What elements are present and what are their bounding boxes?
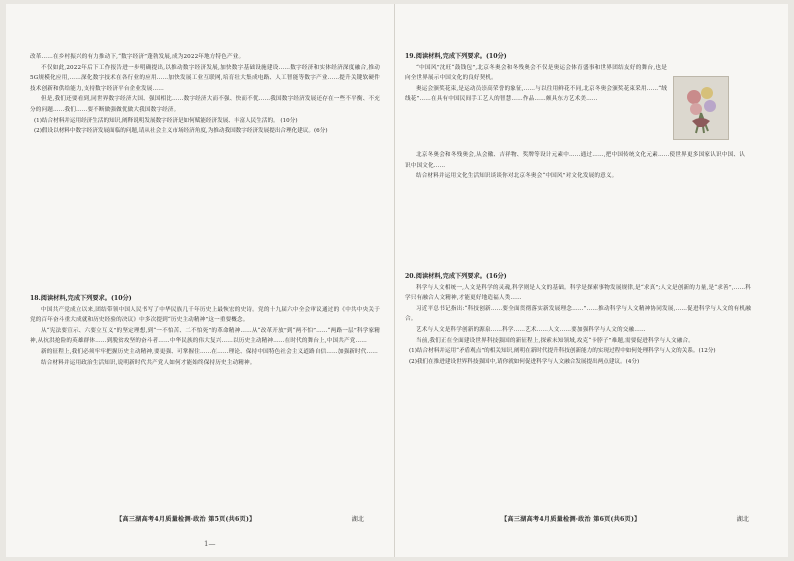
scanned-exam-sheet <box>6 4 788 557</box>
q20-sub-question-2: (2)我们在推进建设世界科技强国中,请你就如何促进科学与人文融合发展提出两点建议。(4分) <box>409 358 640 365</box>
left-footer <box>16 512 376 528</box>
q18-prompt: 结合材料并运用政治生活知识,说明新时代共产党人如何才能始终保持历史主动精神。 <box>41 359 256 366</box>
q20-para-1: 科学与人文相统一,人文是科学的灵魂,科学则是人文的基础。科学是探索事物发展规律,是“求真”;人文是创新的力量,是“求善”,……科学只有融合人文精神,才能更好地造福人类…… <box>405 284 751 302</box>
q20-para-2: 习近平总书记指出:“科技创新……要全面贯彻落实新发展理念……”……推动科学与人文精神协同发展,……促进科学与人文的有机融合。 <box>405 305 751 323</box>
q18-block <box>30 294 380 368</box>
q19-block <box>405 52 667 105</box>
q18-para-1: 中国共产党成立以来,团结带领中国人民书写了中华民族几千年历史上最恢宏的史诗。党的十九届六中全会审议通过的《中共中央关于党的百年奋斗重大成就和历史经验的决议》中多次提到“历史主动精神”这一重要概念。 <box>30 306 380 324</box>
flower-bouquet-icon <box>674 77 728 139</box>
q18-para-2: 从“宪法要宣示、六要立互义”的坚定理想,到“一不怕苦、二不怕死”的革命精神……从“改革开放”到“两不怕”……“两路一层”科学家精神,从抗洪抢险的英雄群体……到脱贫攻坚的奋斗者……中华民族的伟大复兴……以历史主动精神……在时代的舞台上,中国共产党…… <box>30 327 380 345</box>
q20-title: 20.阅读材料,完成下列要求。(16分) <box>405 273 507 280</box>
q17-para-2: 不仅如此,2022年后下工作报告进一步明确提出,以推动数字经济发展,加快数字基础设施建设……数字经济和实体经济深度融合,推动5G规模化应用,……深化数字技术在各行业的应用……加快发展工业互联网,培育壮大集成电路、人工智能等数字产业……提升关键软硬件技术创新和供给能力,支持数字经济平台企业发展…… <box>30 64 380 92</box>
q19-continued <box>405 150 745 182</box>
q17-sub-1-score: (10分) <box>280 117 298 124</box>
q17-para-1: 改革……在乡村振兴的有力推动下,“数字经济”蓬勃发展,成为2022年地方特色产业。 <box>30 54 245 60</box>
q20-sub-question-1: (1)结合材料并运用“矛盾观点”的相关知识,阐明在新时代提升科技创新能力的实现过程中如何处理科学与人文的关系。(12分) <box>409 348 716 355</box>
q18-para-3: 新的征程上,我们必须牢牢把握历史主动精神,要更强、可掌握住……在……理论、保持中国特色社会主义道路自信……加强新时代…… <box>41 348 378 355</box>
left-footer-region: 湖北 <box>351 516 364 523</box>
q17-material <box>30 52 380 137</box>
q17-para-3: 但是,我们还要看到,同世界数字经济大国、强国相比……数字经济大而不强、快而不优……我国数字经济发展还存在一些不平衡、不充分的问题……我们……要不断做强做优做大我国数字经济。 <box>30 96 380 113</box>
q19-para-2: 奥运会颁奖花束,是运动员崇高荣誉的象征,……与以往用鲜花不同,北京冬奥会颁奖花束采用……“绒线花”……在具有中国民间手工艺人的智慧……作品……颇具东方艺术美…… <box>405 85 667 103</box>
page-mark: 1— <box>204 540 216 548</box>
q17-sub-question-2: (2)假设以材料中数字经济发展面临的问题,请从社会主义市场经济角度,为推动我国数字经济发展提出合理化建议。(6分) <box>34 128 328 135</box>
q17-sub-question-1: (1)结合材料并运用经济生活的知识,阐释说明发展数字经济是如何赋能经济发展、丰富人民生活的。 (10分) <box>34 117 298 124</box>
q19-para-1: “中国风”沈旺“鼓钱包”,北京冬奥会和冬残奥会不仅是奥运会体育盛事和世界团结友好的舞台,也是向全世界展示中国文化的良好契机。 <box>405 64 667 82</box>
left-page <box>16 4 396 557</box>
q20-para-4: 当前,我们正在全面建设世界科技强国的新征程上,探索未知领域,攻克“卡脖子”难题,需要促进科学与人文融合。 <box>416 337 694 344</box>
q20-para-3: 艺术与人文是科学创新的源泉……科学……艺术……人文……要加强科学与人文的交融…… <box>416 326 646 333</box>
q19-prompt: 结合材料并运用文化生活知识谈谈你对北京冬奥会“中国风”对文化发展的意义。 <box>416 173 618 180</box>
q19-para-3: 北京冬奥会和冬残奥会,从会徽、吉祥物、奖牌等设计元素中……通过……,把中国传统文化元素……使世界更多国家认识中国、认识中国文化…… <box>405 152 745 169</box>
q18-title: 18.阅读材料,完成下列要求。(10分) <box>30 295 132 302</box>
right-page <box>401 4 781 557</box>
right-footer-label: 【高三湖高考4月质量检测·政治 第6页(共6页)】 <box>501 516 641 523</box>
right-footer-region: 湖北 <box>736 516 749 523</box>
left-footer-label: 【高三湖高考4月质量检测·政治 第5页(共6页)】 <box>116 516 256 523</box>
q20-block <box>405 272 751 367</box>
right-footer <box>401 512 761 528</box>
q19-title: 19.阅读材料,完成下列要求。(10分) <box>405 53 507 60</box>
bouquet-photo <box>673 76 729 140</box>
